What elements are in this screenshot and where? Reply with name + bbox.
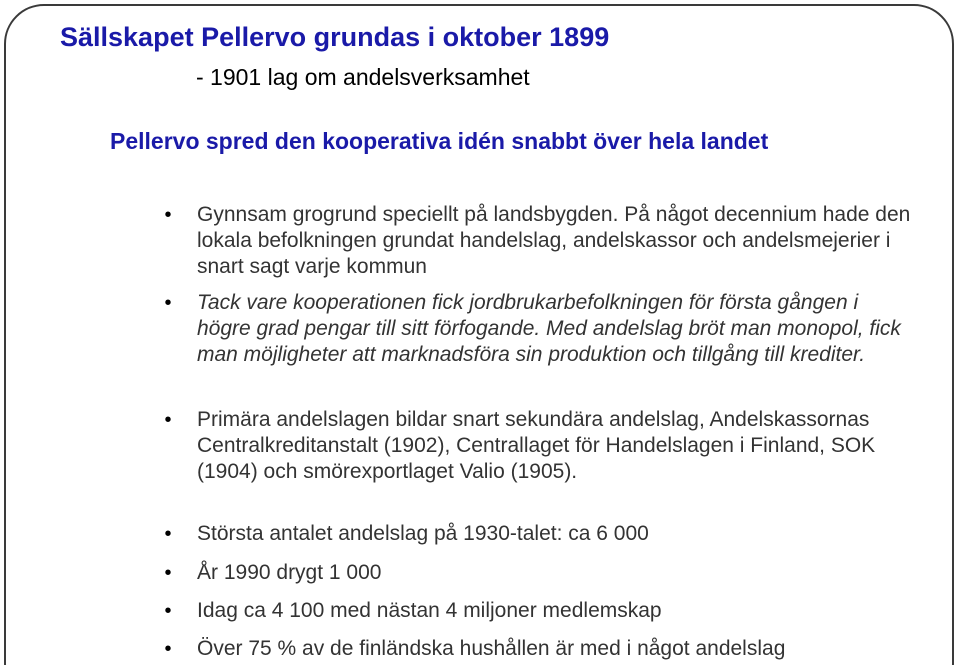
bullet-icon: •: [164, 204, 172, 226]
bullet-text: År 1990 drygt 1 000: [197, 561, 382, 584]
bullet-item-5: [164, 560, 917, 586]
bullet-text: Tack vare kooperationen fick jordbrukarbefolkningen för första gången i högre grad pengar till sitt förfogande. Med andelslag bröt man monopol, fick man möjligheter att marknadsföra sin produktion och tillgång till krediter.: [197, 291, 901, 366]
bullet-item-3: [164, 407, 917, 485]
bullet-icon: •: [164, 409, 172, 431]
slide-heading: Pellervo spred den kooperativa idén snabbt över hela landet: [110, 128, 769, 154]
bullet-text: Över 75 % av de finländska hushållen är med i något andelslag: [197, 637, 786, 660]
bullet-icon: •: [164, 638, 172, 660]
bullet-item-2: [164, 290, 917, 368]
bullet-item-1: [164, 202, 917, 280]
bullet-item-6: [164, 598, 917, 624]
bullet-item-4: [164, 521, 917, 547]
bullet-icon: •: [164, 600, 172, 622]
slide-title: Sällskapet Pellervo grundas i oktober 1899: [60, 22, 610, 52]
bullet-icon: •: [164, 523, 172, 545]
bullet-icon: •: [164, 562, 172, 584]
slide-subtitle: - 1901 lag om andelsverksamhet: [196, 64, 530, 90]
bullet-text: Idag ca 4 100 med nästan 4 miljoner medlemskap: [197, 599, 662, 622]
bullet-text: Gynnsam grogrund speciellt på landsbygden. På något decennium hade den lokala befolkningen grundat handelslag, andelskassor och andelsmejerier i snart sagt varje kommun: [197, 203, 911, 278]
bullet-icon: •: [164, 292, 172, 314]
bullet-text: Största antalet andelslag på 1930-talet: ca 6 000: [197, 522, 649, 545]
bullet-text: Primära andelslagen bildar snart sekundära andelslag, Andelskassornas Centralkreditanstalt (1902), Centrallaget för Handelslagen i Finland, SOK (1904) och smörexportlaget Valio (1905).: [197, 408, 876, 483]
bullet-item-7: [164, 636, 917, 662]
